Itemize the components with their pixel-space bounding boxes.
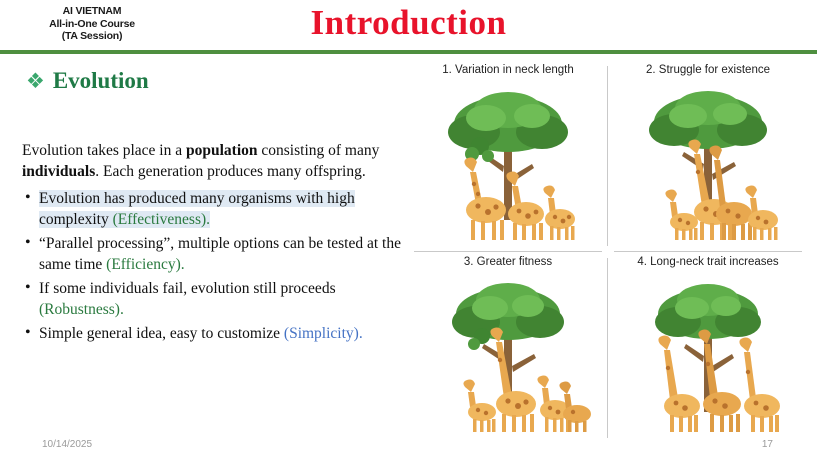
- bullet-accent: (Efficiency).: [106, 256, 185, 273]
- bullet-accent: (Robustness).: [39, 301, 124, 318]
- figure-panel-1: [408, 60, 608, 252]
- section-title: Evolution: [52, 68, 149, 93]
- figure-caption: 2. Struggle for existence: [645, 64, 770, 76]
- bullet-text: If some individuals fail, evolution still proceeds: [39, 280, 336, 297]
- diamond-bullet-icon: ❖: [26, 68, 45, 93]
- giraffes-tree-longnecks-illustration: [608, 272, 808, 442]
- bullet-text: Simple general idea, easy to customize: [39, 325, 284, 342]
- bullet-accent: (Effectiveness).: [112, 211, 211, 228]
- slide-date: 10/14/2025: [42, 439, 93, 450]
- giraffes-tree-competition-illustration: [608, 80, 808, 250]
- bullet-list: [22, 188, 404, 344]
- bullet-text: “Parallel processing”, multiple options can be tested at the same time: [39, 235, 401, 273]
- figure-grid: [408, 60, 808, 444]
- bullet-text: Evolution has produced many organisms with high complexity: [39, 190, 355, 228]
- intro-text-2: consisting of many: [257, 142, 380, 159]
- figure-panel-2: [608, 60, 808, 252]
- intro-text-3: . Each generation produces many offspring.: [95, 163, 366, 180]
- intro-text-1: Evolution takes place in a: [22, 142, 186, 159]
- section-heading: [26, 68, 149, 94]
- figure-caption: 3. Greater fitness: [463, 256, 553, 268]
- content-body: [22, 140, 404, 347]
- giraffes-tree-varied-necks-illustration: [408, 80, 608, 250]
- list-item: [22, 278, 404, 320]
- intro-paragraph: [22, 140, 404, 182]
- intro-bold-population: population: [186, 142, 258, 159]
- intro-bold-individuals: individuals: [22, 163, 96, 180]
- figure-caption: 4. Long-neck trait increases: [637, 256, 779, 268]
- list-item: [22, 233, 404, 275]
- figure-panel-3: [408, 252, 608, 444]
- giraffes-tree-fitness-illustration: [408, 272, 608, 442]
- slide-number: 17: [761, 439, 773, 450]
- page-title: Introduction: [310, 3, 507, 42]
- figure-panel-4: [608, 252, 808, 444]
- slide-header: [0, 0, 817, 52]
- brand-line-1: AI VIETNAM: [62, 5, 122, 17]
- header-divider: [0, 50, 817, 54]
- figure-caption: 1. Variation in neck length: [442, 64, 574, 76]
- brand-line-2: All-in-One Course: [49, 17, 135, 30]
- list-item: [22, 188, 404, 230]
- brand-line-3: (TA Session): [61, 30, 123, 42]
- bullet-accent: (Simplicity).: [283, 325, 363, 342]
- list-item: [22, 323, 404, 344]
